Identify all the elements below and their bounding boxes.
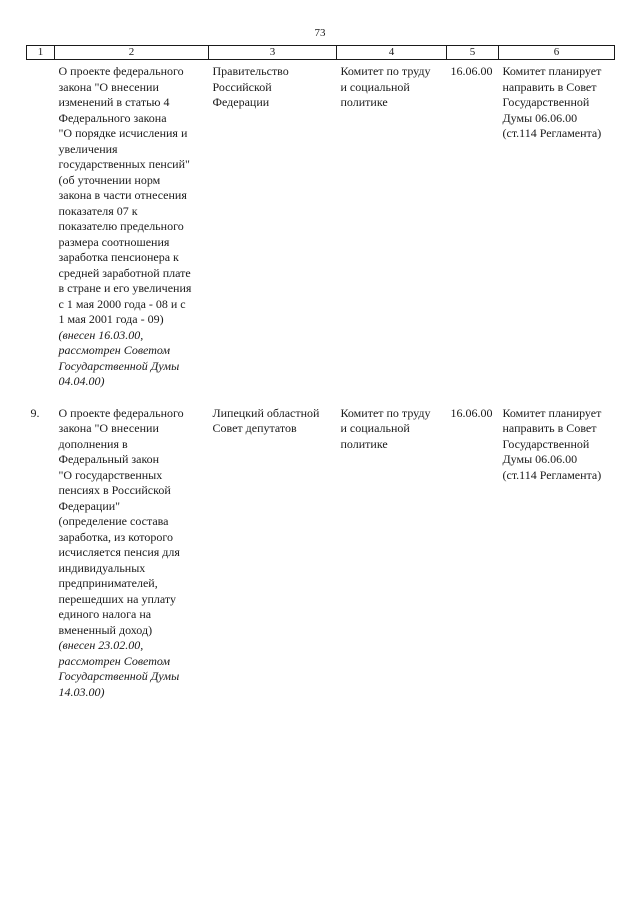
bill-title-line: с 1 мая 2000 года - 08 и с [58, 296, 186, 311]
committee-line: и социальной [340, 421, 410, 435]
column-header-1: 1 [27, 46, 55, 60]
bill-title-line: (определение состава [58, 514, 169, 528]
initiator-line: Липецкий областной [212, 405, 320, 420]
bill-title-line: Федерального закона [58, 110, 167, 125]
plan-line: направить в Совет [502, 79, 597, 94]
initiator-line: Федерации [212, 95, 270, 109]
bill-title-line: О проекте федерального [58, 405, 184, 420]
bill-title-line: перешедших на уплату [58, 591, 177, 606]
bill-title-line: предпринимателей, [58, 576, 158, 590]
row-number [27, 60, 55, 390]
bill-title-line: показателю предельного [58, 219, 184, 233]
row-number: 9. [30, 405, 40, 420]
bill-title-line: 1 мая 2001 года - 09) [58, 312, 164, 326]
bill-note-line: (внесен 23.02.00, [58, 638, 144, 652]
committee-line: Комитет по труду [340, 64, 431, 78]
bill-title-line: дополнения в [58, 436, 128, 451]
page-number: 73 [314, 27, 326, 39]
bill-note-line: рассмотрен Советом [58, 653, 171, 668]
bill-title-line: закона "О внесении [58, 79, 159, 94]
column-number-header [27, 46, 615, 60]
bill-note-line: Государственной Думы [58, 358, 180, 373]
committee-line: политике [340, 436, 388, 451]
bill-title-line: заработка пенсионера к [58, 250, 179, 264]
bill-table [26, 45, 615, 700]
bill-title-line: изменений в статью 4 [58, 95, 170, 109]
bill-note-line: 14.03.00) [58, 684, 105, 699]
bill-title-line: вмененный доход) [58, 622, 153, 637]
committee-line: Комитет по труду [340, 405, 431, 420]
bill-note-line: (внесен 16.03.00, [58, 327, 144, 342]
bill-title-line: увеличения [58, 141, 118, 156]
bill-note-line: Государственной Думы [58, 669, 180, 683]
column-header-2: 2 [55, 46, 209, 60]
plan-line: направить в Совет [502, 421, 597, 435]
initiator-line: Правительство [212, 64, 289, 78]
bill-title-line: (об уточнении норм [58, 172, 161, 187]
bill-title-line: индивидуальных [58, 560, 146, 575]
plan-line: Думы 06.06.00 [502, 110, 578, 125]
committee-line: политике [340, 95, 388, 109]
plan-line: (ст.114 Регламента) [502, 467, 602, 482]
responsible-committee [337, 390, 447, 701]
bill-title-line: государственных пенсий" [58, 157, 190, 171]
initiator-line: Совет депутатов [212, 421, 297, 435]
bill-initiator [209, 60, 337, 390]
bill-date: 16.06.00 [450, 64, 493, 78]
bill-title-line: единого налога на [58, 607, 152, 621]
plan-line: Думы 06.06.00 [502, 452, 578, 466]
bill-title-line: средней заработной плате [58, 265, 191, 280]
bill-title-line: показателя 07 к [58, 203, 138, 218]
column-header-4: 4 [337, 46, 447, 60]
responsible-committee [337, 60, 447, 390]
bill-title [55, 60, 209, 390]
bill-note-line: рассмотрен Советом [58, 343, 171, 357]
plan-line: Государственной [502, 436, 590, 451]
plan-line: Комитет планирует [502, 405, 602, 420]
bill-note-line: 04.04.00) [58, 374, 105, 388]
bill-title-line: "О порядке исчисления и [58, 126, 188, 140]
committee-plan [499, 390, 615, 701]
bill-title [55, 390, 209, 701]
bill-title-line: пенсиях в Российской [58, 483, 171, 497]
bill-title-line: О проекте федерального [58, 64, 184, 78]
bill-title-line: "О государственных [58, 467, 163, 482]
plan-line: (ст.114 Регламента) [502, 126, 602, 140]
committee-line: и социальной [340, 79, 410, 94]
bill-initiator [209, 390, 337, 701]
bill-title-line: закона в части отнесения [58, 188, 187, 202]
table-row [27, 60, 615, 390]
bill-title-line: размера соотношения [58, 234, 170, 249]
bill-title-line: исчисляется пенсия для [58, 545, 180, 559]
committee-plan [499, 60, 615, 390]
column-header-3: 3 [209, 46, 337, 60]
table-row [27, 390, 615, 701]
column-header-6: 6 [499, 46, 615, 60]
initiator-line: Российской [212, 79, 272, 94]
bill-title-line: заработка, из которого [58, 529, 173, 544]
bill-title-line: Федеральный закон [58, 452, 160, 466]
bill-title-line: в стране и его увеличения [58, 281, 192, 295]
bill-date: 16.06.00 [450, 405, 493, 420]
bill-title-line: закона "О внесении [58, 421, 159, 435]
plan-line: Государственной [502, 95, 590, 109]
column-header-5: 5 [447, 46, 499, 60]
plan-line: Комитет планирует [502, 64, 602, 78]
bill-title-line: Федерации" [58, 498, 121, 513]
